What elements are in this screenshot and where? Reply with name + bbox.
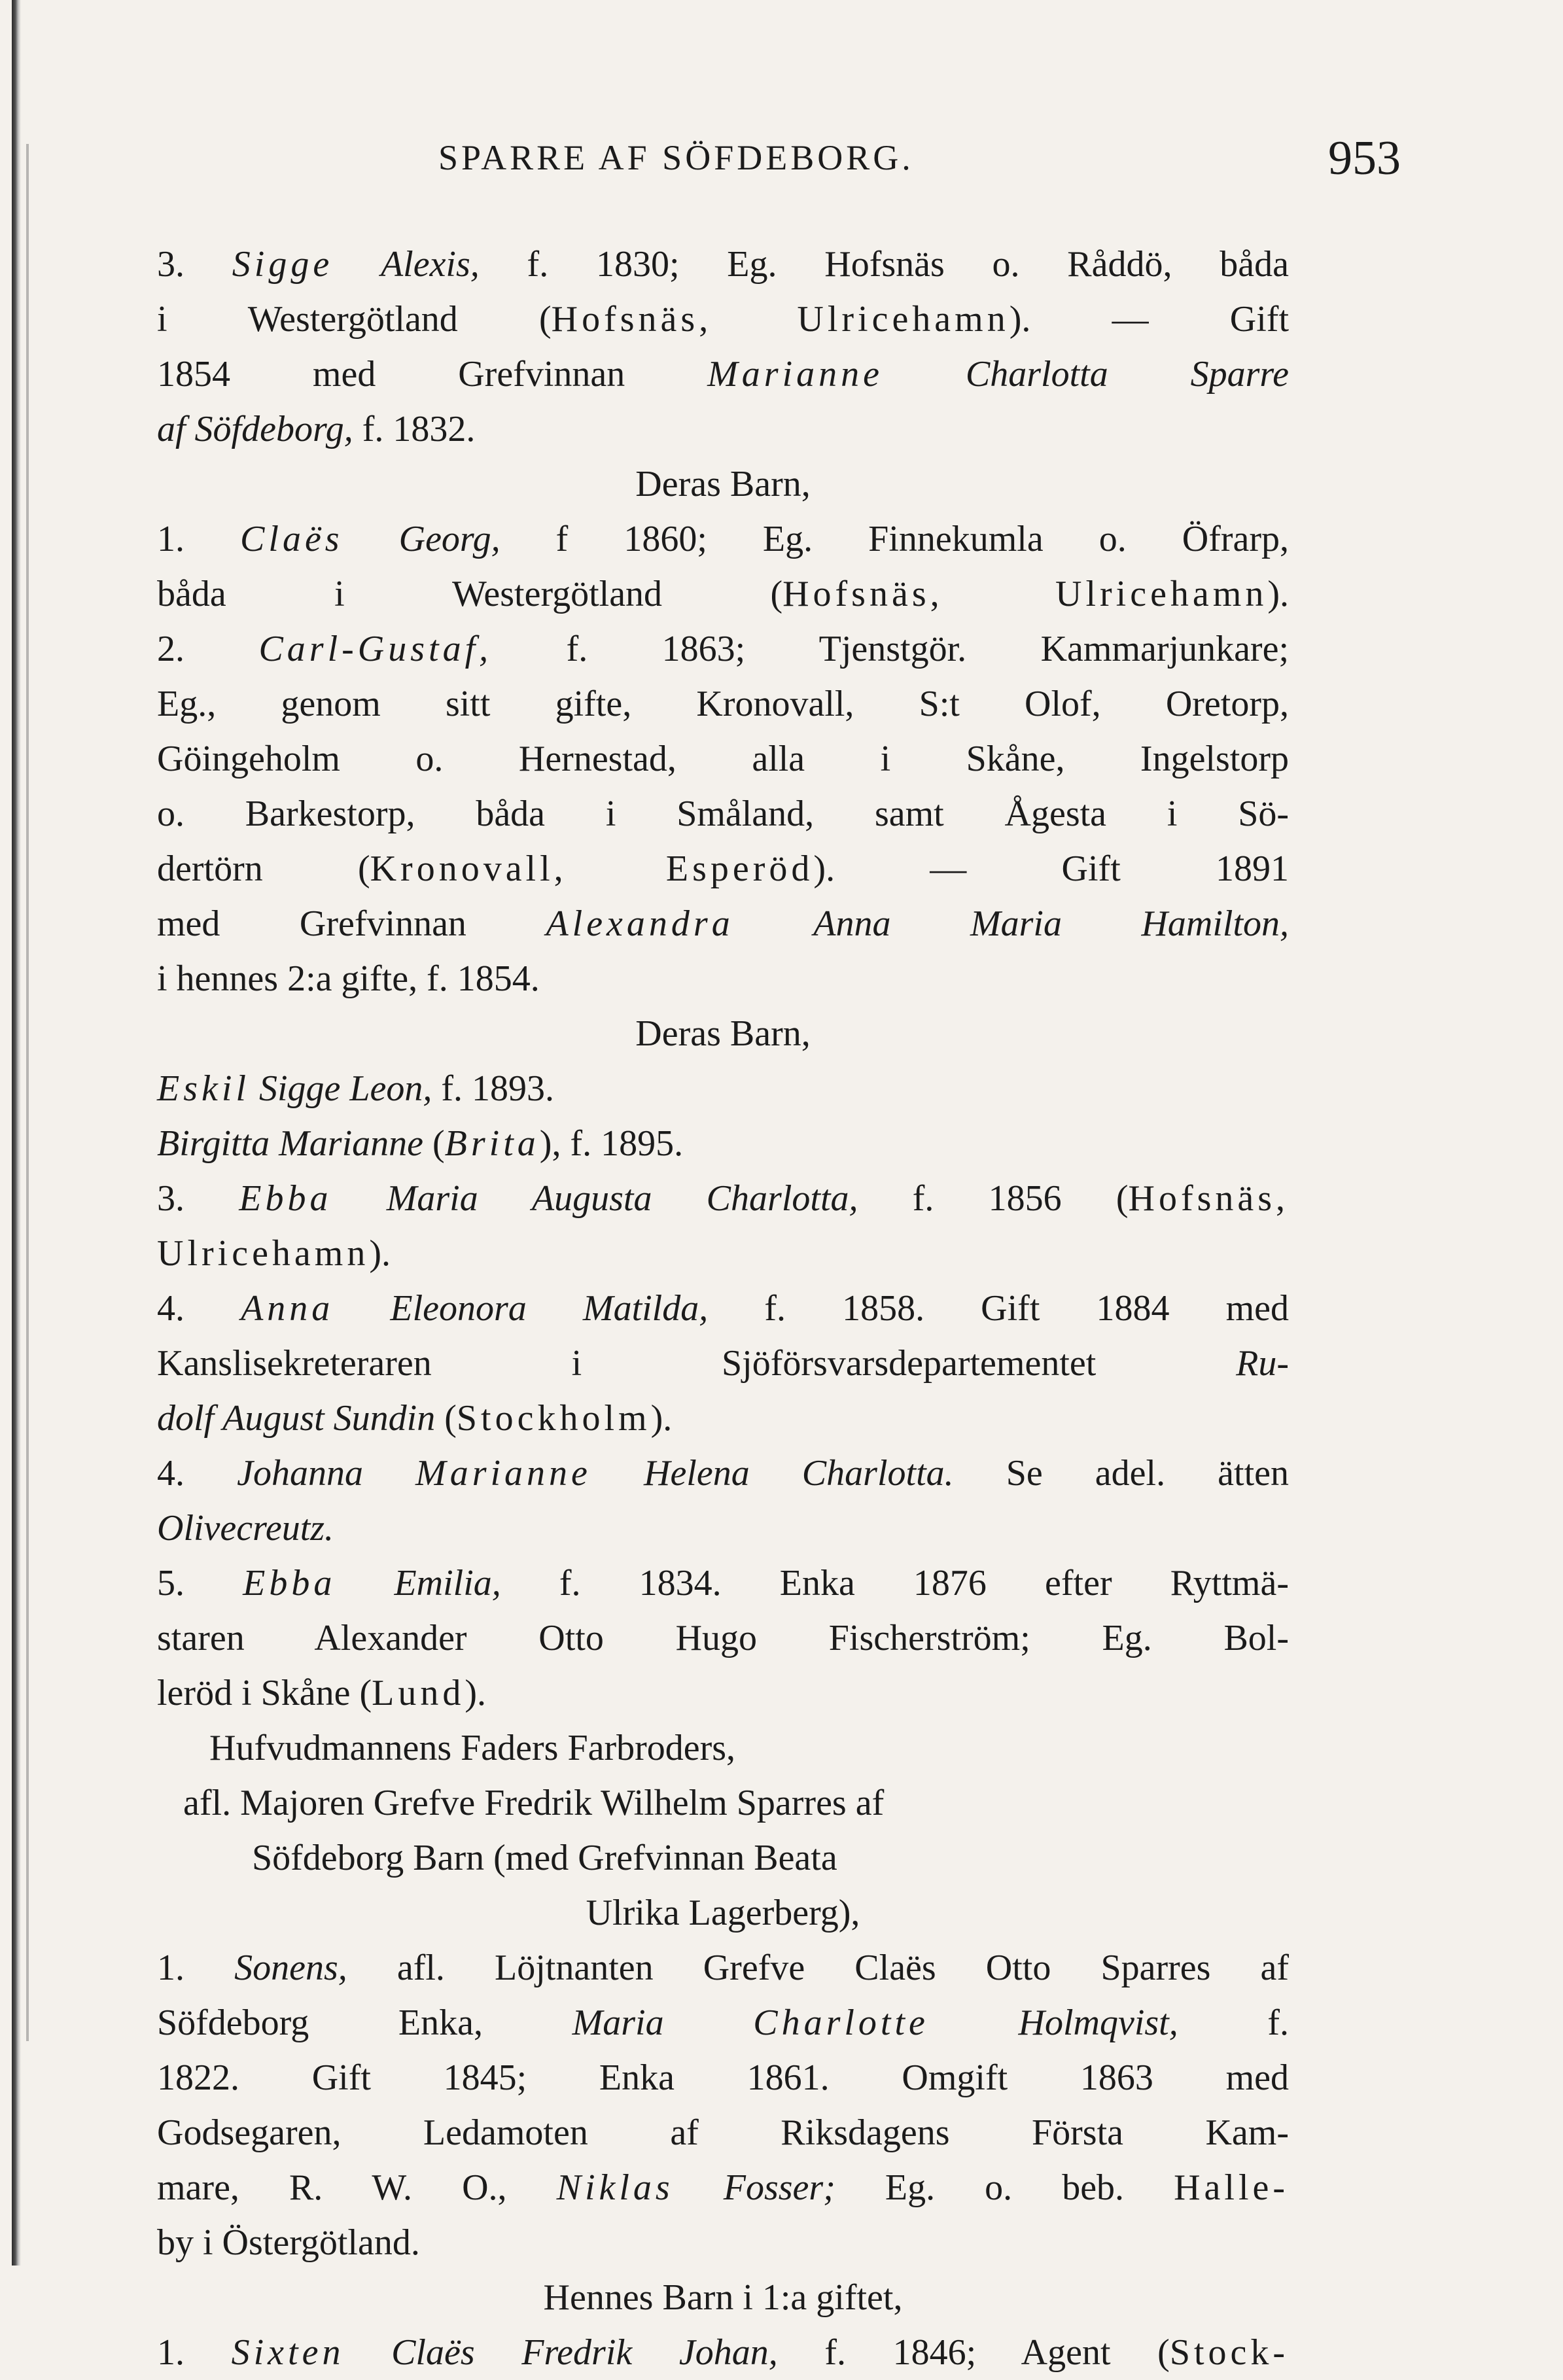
- text-segment: [334, 1288, 390, 1329]
- text-segment: Sigge Leon,: [258, 1068, 432, 1109]
- text-segment: o. Barkestorp, båda i Småland, samt Ågesta i Sö-: [157, 794, 1289, 834]
- text-line: [157, 2325, 1289, 2380]
- text-line: [157, 292, 1289, 347]
- text-segment: Göingeholm o. Hernestad, alla i Skåne, Ingelstorp: [157, 739, 1289, 779]
- text-segment: 1822. Gift 1845; Enka 1861. Omgift 1863 med: [157, 2057, 1289, 2098]
- text-segment: staren Alexander Otto Hugo Fischerström; Eg. Bol-: [157, 1618, 1289, 1658]
- text-segment: (: [435, 1398, 457, 1439]
- text-line: [157, 1226, 1289, 1281]
- text-segment: Eg. o. beb.: [835, 2167, 1174, 2208]
- text-segment: f.: [1178, 2003, 1290, 2043]
- text-line: [157, 1171, 1289, 1226]
- text-segment: ).: [369, 1233, 391, 1274]
- text-line: [157, 951, 1289, 1006]
- text-segment: 3.: [157, 244, 232, 285]
- text-segment: Sonens,: [234, 1948, 347, 1988]
- text-line: [157, 1995, 1289, 2050]
- text-line: [157, 1940, 1289, 1995]
- text-segment: 2.: [157, 629, 259, 669]
- text-segment: Ebba: [239, 1178, 332, 1219]
- text-line: [157, 2105, 1289, 2160]
- text-segment: f. 1858. Gift 1884 med: [708, 1288, 1289, 1329]
- text-segment: f 1860; Eg. Finnekumla o. Öfrarp,: [500, 519, 1290, 559]
- page-body-text: [157, 237, 1289, 2380]
- text-segment: [674, 2167, 724, 2208]
- text-segment: [363, 1453, 415, 1494]
- text-segment: Johanna: [237, 1453, 363, 1494]
- text-segment: dertörn (: [157, 849, 370, 889]
- text-segment: Halle-: [1174, 2167, 1290, 2208]
- text-line: [209, 1721, 1289, 1776]
- text-segment: [591, 1453, 644, 1494]
- text-segment: Stockholm: [456, 1398, 651, 1439]
- text-line: [157, 512, 1289, 567]
- page-gutter-shadow: [26, 144, 29, 2041]
- text-segment: ). — Gift: [1009, 299, 1289, 340]
- text-segment: (: [423, 1123, 445, 1164]
- text-segment: f. 1863; Tjenstgör. Kammarjunkare;: [492, 629, 1289, 669]
- text-segment: båda i Westergötland (: [157, 574, 783, 614]
- text-segment: f. 1856 (: [858, 1178, 1129, 1219]
- text-line: [157, 2215, 1289, 2270]
- text-segment: ).: [465, 1673, 486, 1713]
- text-segment: Georg,: [398, 519, 501, 559]
- text-segment: [336, 1563, 394, 1603]
- text-line: [157, 786, 1289, 841]
- page-gutter-edge: [12, 0, 21, 2266]
- text-line: [157, 567, 1289, 621]
- text-segment: Eleonora Matilda,: [390, 1288, 709, 1329]
- text-segment: [333, 244, 381, 285]
- text-line: [157, 1006, 1289, 1061]
- text-segment: leröd i Skåne (: [157, 1673, 372, 1713]
- text-line: [157, 1281, 1289, 1336]
- text-segment: mare, R. W. O.,: [157, 2167, 557, 2208]
- text-line: [157, 347, 1289, 402]
- text-line: [157, 2050, 1289, 2105]
- text-segment: [332, 1178, 386, 1219]
- text-line: [157, 1446, 1289, 1501]
- text-segment: afl. Löjtnanten Grefve Claës Otto Sparres af: [347, 1948, 1290, 1988]
- text-segment: Lund: [372, 1673, 465, 1713]
- text-line: [157, 1336, 1289, 1391]
- text-segment: Carl-Gustaf,: [258, 629, 493, 669]
- text-line: [157, 621, 1289, 676]
- text-segment: Deras Barn,: [635, 464, 811, 504]
- text-line: [157, 457, 1289, 512]
- text-line: [157, 237, 1289, 292]
- text-segment: Marianne: [415, 1453, 591, 1494]
- text-segment: Charlotta Sparre: [965, 354, 1289, 394]
- text-segment: f. 1846; Agent (: [777, 2332, 1170, 2373]
- text-segment: ), f. 1895.: [539, 1123, 684, 1164]
- text-segment: Ulrika Lagerberg),: [586, 1893, 860, 1933]
- text-line: [157, 2160, 1289, 2215]
- text-segment: 1.: [157, 1948, 235, 1988]
- text-segment: Fosser;: [723, 2167, 835, 2208]
- text-segment: 4.: [157, 1288, 241, 1329]
- text-segment: Söfdeborg Barn (med Grefvinnan Beata: [252, 1838, 837, 1878]
- text-segment: Anna: [241, 1288, 334, 1329]
- text-line: [157, 1501, 1289, 1556]
- text-line: [157, 1611, 1289, 1666]
- text-segment: Maria: [572, 2003, 664, 2043]
- text-segment: Sixten: [231, 2332, 345, 2373]
- text-segment: Helena Charlotta.: [644, 1453, 954, 1494]
- text-segment: ). — Gift 1891: [813, 849, 1289, 889]
- text-line: [157, 731, 1289, 786]
- text-segment: Claës Fredrik Johan,: [391, 2332, 778, 2373]
- text-segment: ).: [650, 1398, 673, 1439]
- text-segment: [343, 519, 399, 559]
- text-line: [157, 1391, 1289, 1446]
- text-segment: Hennes Barn i 1:a giftet,: [543, 2277, 903, 2318]
- text-line: [157, 676, 1289, 731]
- text-segment: Claës: [240, 519, 343, 559]
- text-segment: Birgitta Marianne: [157, 1123, 424, 1164]
- text-segment: Hofsnäs,: [1128, 1178, 1290, 1219]
- text-segment: Brita: [444, 1123, 540, 1164]
- text-segment: Marianne: [707, 354, 883, 394]
- text-segment: f. 1893.: [432, 1068, 555, 1109]
- text-segment: by i Östergötland.: [157, 2222, 420, 2263]
- text-segment: Kronovall, Esperöd: [370, 849, 814, 889]
- text-line: [157, 1116, 1289, 1171]
- text-segment: f. 1832.: [353, 409, 476, 449]
- text-segment: 3.: [157, 1178, 239, 1219]
- text-line: [157, 896, 1289, 951]
- text-segment: med Grefvinnan: [157, 903, 546, 944]
- text-segment: 1854 med Grefvinnan: [157, 354, 708, 394]
- page-number: 953: [1328, 131, 1401, 185]
- text-segment: afl. Majoren Grefve Fredrik Wilhelm Sparres af: [183, 1783, 885, 1823]
- text-line: [157, 1061, 1289, 1116]
- text-segment: Hufvudmannens Faders Farbroders,: [209, 1728, 736, 1768]
- text-segment: Eskil: [157, 1068, 250, 1109]
- text-segment: Emilia,: [394, 1563, 501, 1603]
- text-segment: i Westergötland (: [157, 299, 552, 340]
- text-segment: Anna Maria Hamilton,: [813, 903, 1290, 944]
- text-segment: Maria Augusta Charlotta,: [386, 1178, 858, 1219]
- text-segment: Alexandra: [546, 903, 734, 944]
- text-segment: af Söfdeborg,: [157, 409, 353, 449]
- text-segment: [250, 1068, 259, 1109]
- text-line: [157, 1666, 1289, 1721]
- text-line: [183, 1776, 1289, 1830]
- text-segment: Söfdeborg Enka,: [157, 2003, 572, 2043]
- text-line: [157, 1556, 1289, 1611]
- text-segment: Eg., genom sitt gifte, Kronovall, S:t Olof, Oretorp,: [157, 684, 1289, 724]
- text-segment: Deras Barn,: [635, 1013, 811, 1054]
- text-segment: Ulricehamn: [157, 1233, 370, 1274]
- text-segment: [344, 2332, 391, 2373]
- text-segment: Stock-: [1169, 2332, 1290, 2373]
- text-segment: [664, 2003, 754, 2043]
- text-segment: Kanslisekreteraren i Sjöförsvarsdepartementet: [157, 1343, 1237, 1384]
- text-segment: 1.: [157, 2332, 232, 2373]
- text-line: [157, 1885, 1289, 1940]
- text-segment: Godsegaren, Ledamoten af Riksdagens Första Kam-: [157, 2112, 1289, 2153]
- text-segment: ).: [1267, 574, 1289, 614]
- text-segment: 1.: [157, 519, 241, 559]
- text-line: [157, 841, 1289, 896]
- text-segment: Hofsnäs, Ulricehamn: [551, 299, 1010, 340]
- text-line: [157, 2270, 1289, 2325]
- text-segment: f. 1834. Enka 1876 efter Ryttmä-: [501, 1563, 1289, 1603]
- text-segment: Alexis,: [380, 244, 480, 285]
- text-segment: Olivecreutz.: [157, 1508, 334, 1549]
- running-title: SPARRE AF SÖFDEBORG.: [438, 138, 914, 177]
- text-segment: 5.: [157, 1563, 243, 1603]
- text-segment: Holmqvist,: [1018, 2003, 1178, 2043]
- text-segment: [929, 2003, 1019, 2043]
- text-line: [252, 1830, 1289, 1885]
- text-segment: dolf August Sundin: [157, 1398, 436, 1439]
- text-segment: i hennes 2:a gifte, f. 1854.: [157, 958, 540, 999]
- text-line: [157, 402, 1289, 457]
- text-segment: Se adel. ätten: [953, 1453, 1289, 1494]
- text-segment: Ru-: [1236, 1343, 1289, 1384]
- text-segment: Sigge: [232, 244, 334, 285]
- text-segment: Charlotte: [753, 2003, 929, 2043]
- text-segment: [734, 903, 814, 944]
- text-segment: 4.: [157, 1453, 237, 1494]
- text-segment: Hofsnäs, Ulricehamn: [782, 574, 1268, 614]
- page-header: [0, 131, 1563, 190]
- text-segment: Niklas: [556, 2167, 674, 2208]
- text-segment: Ebba: [243, 1563, 336, 1603]
- text-segment: [883, 354, 966, 394]
- text-segment: f. 1830; Eg. Hofsnäs o. Råddö, båda: [479, 244, 1289, 285]
